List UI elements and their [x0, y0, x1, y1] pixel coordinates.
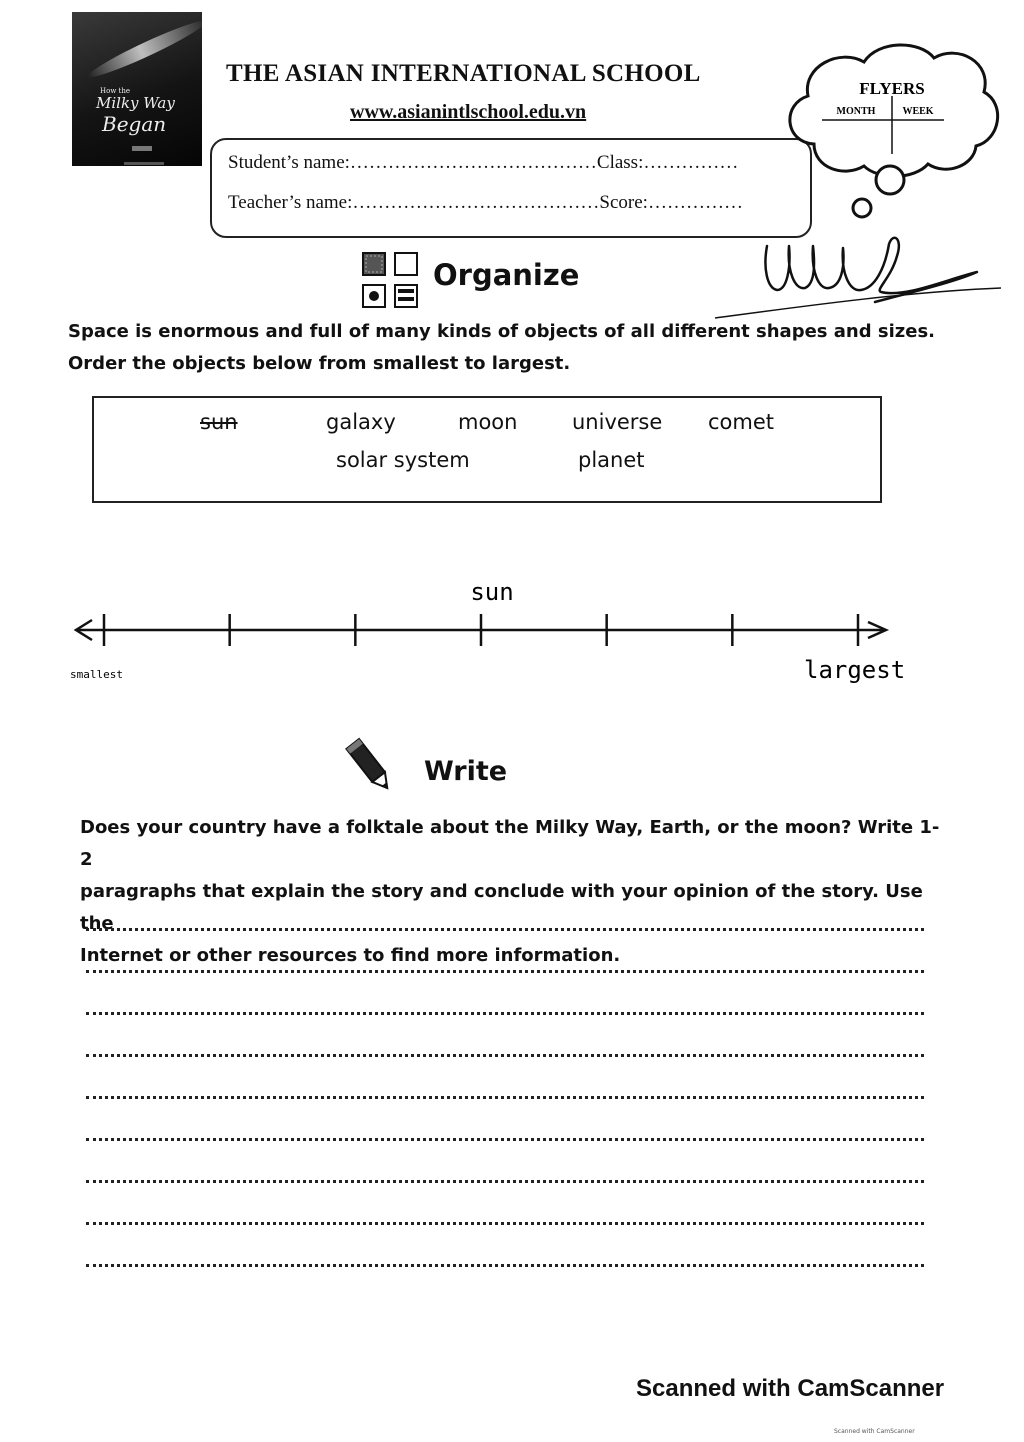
answer-line[interactable] [86, 1264, 924, 1267]
week-label: WEEK [902, 106, 934, 117]
largest-label: largest [804, 656, 906, 684]
level-badge-text: FLYERS [859, 79, 925, 98]
answer-line[interactable] [86, 1222, 924, 1225]
answer-line[interactable] [86, 1138, 924, 1141]
write-instruction-line1: Does your country have a folktale about the Milky Way, Earth, or the moon? Write 1-2 [80, 817, 940, 870]
class-label: Class: [596, 152, 644, 173]
book-cover-fine-print [124, 162, 164, 165]
answer-line[interactable] [86, 1180, 924, 1183]
write-instruction-line2: paragraphs that explain the story and conclude with your opinion of the story. Use the [80, 881, 923, 934]
answer-line[interactable] [86, 1054, 924, 1057]
word-bank-box [92, 396, 882, 503]
school-name: THE ASIAN INTERNATIONAL SCHOOL [226, 60, 701, 87]
word-bank-item-solar-system: solar system [336, 448, 470, 472]
pencil-icon [340, 734, 400, 798]
student-name-row [228, 152, 738, 174]
milky-way-streak-icon [85, 15, 202, 83]
score-field[interactable]: …………… [647, 192, 743, 213]
student-name-label: Student’s name: [228, 152, 350, 173]
student-name-field[interactable]: ………………………………… [349, 152, 597, 173]
placed-word-sun: sun [470, 578, 514, 606]
smallest-label: smallest [70, 668, 123, 681]
book-cover-title-line1: Milky Way [96, 94, 175, 112]
word-bank-item-universe: universe [572, 410, 663, 434]
book-cover-fine-print [132, 146, 152, 151]
book-cover-title-line2: Began [102, 112, 167, 136]
answer-line[interactable] [86, 1096, 924, 1099]
organize-instruction-line2: Order the objects below from smallest to largest. [68, 353, 571, 374]
write-instruction-line3: Internet or other resources to find more information. [80, 945, 621, 966]
teacher-name-field[interactable]: ………………………………… [352, 192, 600, 213]
month-label: MONTH [836, 106, 876, 117]
word-bank-item-moon: moon [458, 410, 518, 434]
class-field[interactable]: …………… [643, 152, 739, 173]
teacher-name-label: Teacher’s name: [228, 192, 353, 213]
student-info-box [210, 138, 812, 238]
level-badge-cloud-icon [778, 34, 1002, 230]
word-bank-item-galaxy: galaxy [326, 410, 396, 434]
scanner-watermark: Scanned with CamScanner [636, 1375, 945, 1402]
organize-instruction-line1: Space is enormous and full of many kinds of objects of all different shapes and sizes. [68, 321, 935, 342]
teacher-name-row [228, 192, 743, 214]
school-website-link[interactable]: www.asianintlschool.edu.vn [350, 101, 587, 123]
word-bank-item-comet: comet [708, 410, 775, 434]
word-bank-item-sun: sun [200, 410, 238, 434]
organize-icon [362, 252, 420, 310]
book-cover-pretitle: How the [100, 87, 130, 95]
write-title: Write [424, 756, 508, 787]
organize-title: Organize [433, 258, 580, 292]
size-number-line [70, 578, 970, 688]
answer-line[interactable] [86, 928, 924, 931]
book-cover-image [72, 12, 202, 166]
answer-line[interactable] [86, 970, 924, 973]
score-label: Score: [599, 192, 648, 213]
answer-line[interactable] [86, 1012, 924, 1015]
scanner-watermark-small: Scanned with CamScanner [834, 1428, 915, 1435]
handwritten-signature-icon [705, 228, 1005, 328]
word-bank-item-planet: planet [578, 448, 645, 472]
write-instruction [80, 812, 950, 972]
